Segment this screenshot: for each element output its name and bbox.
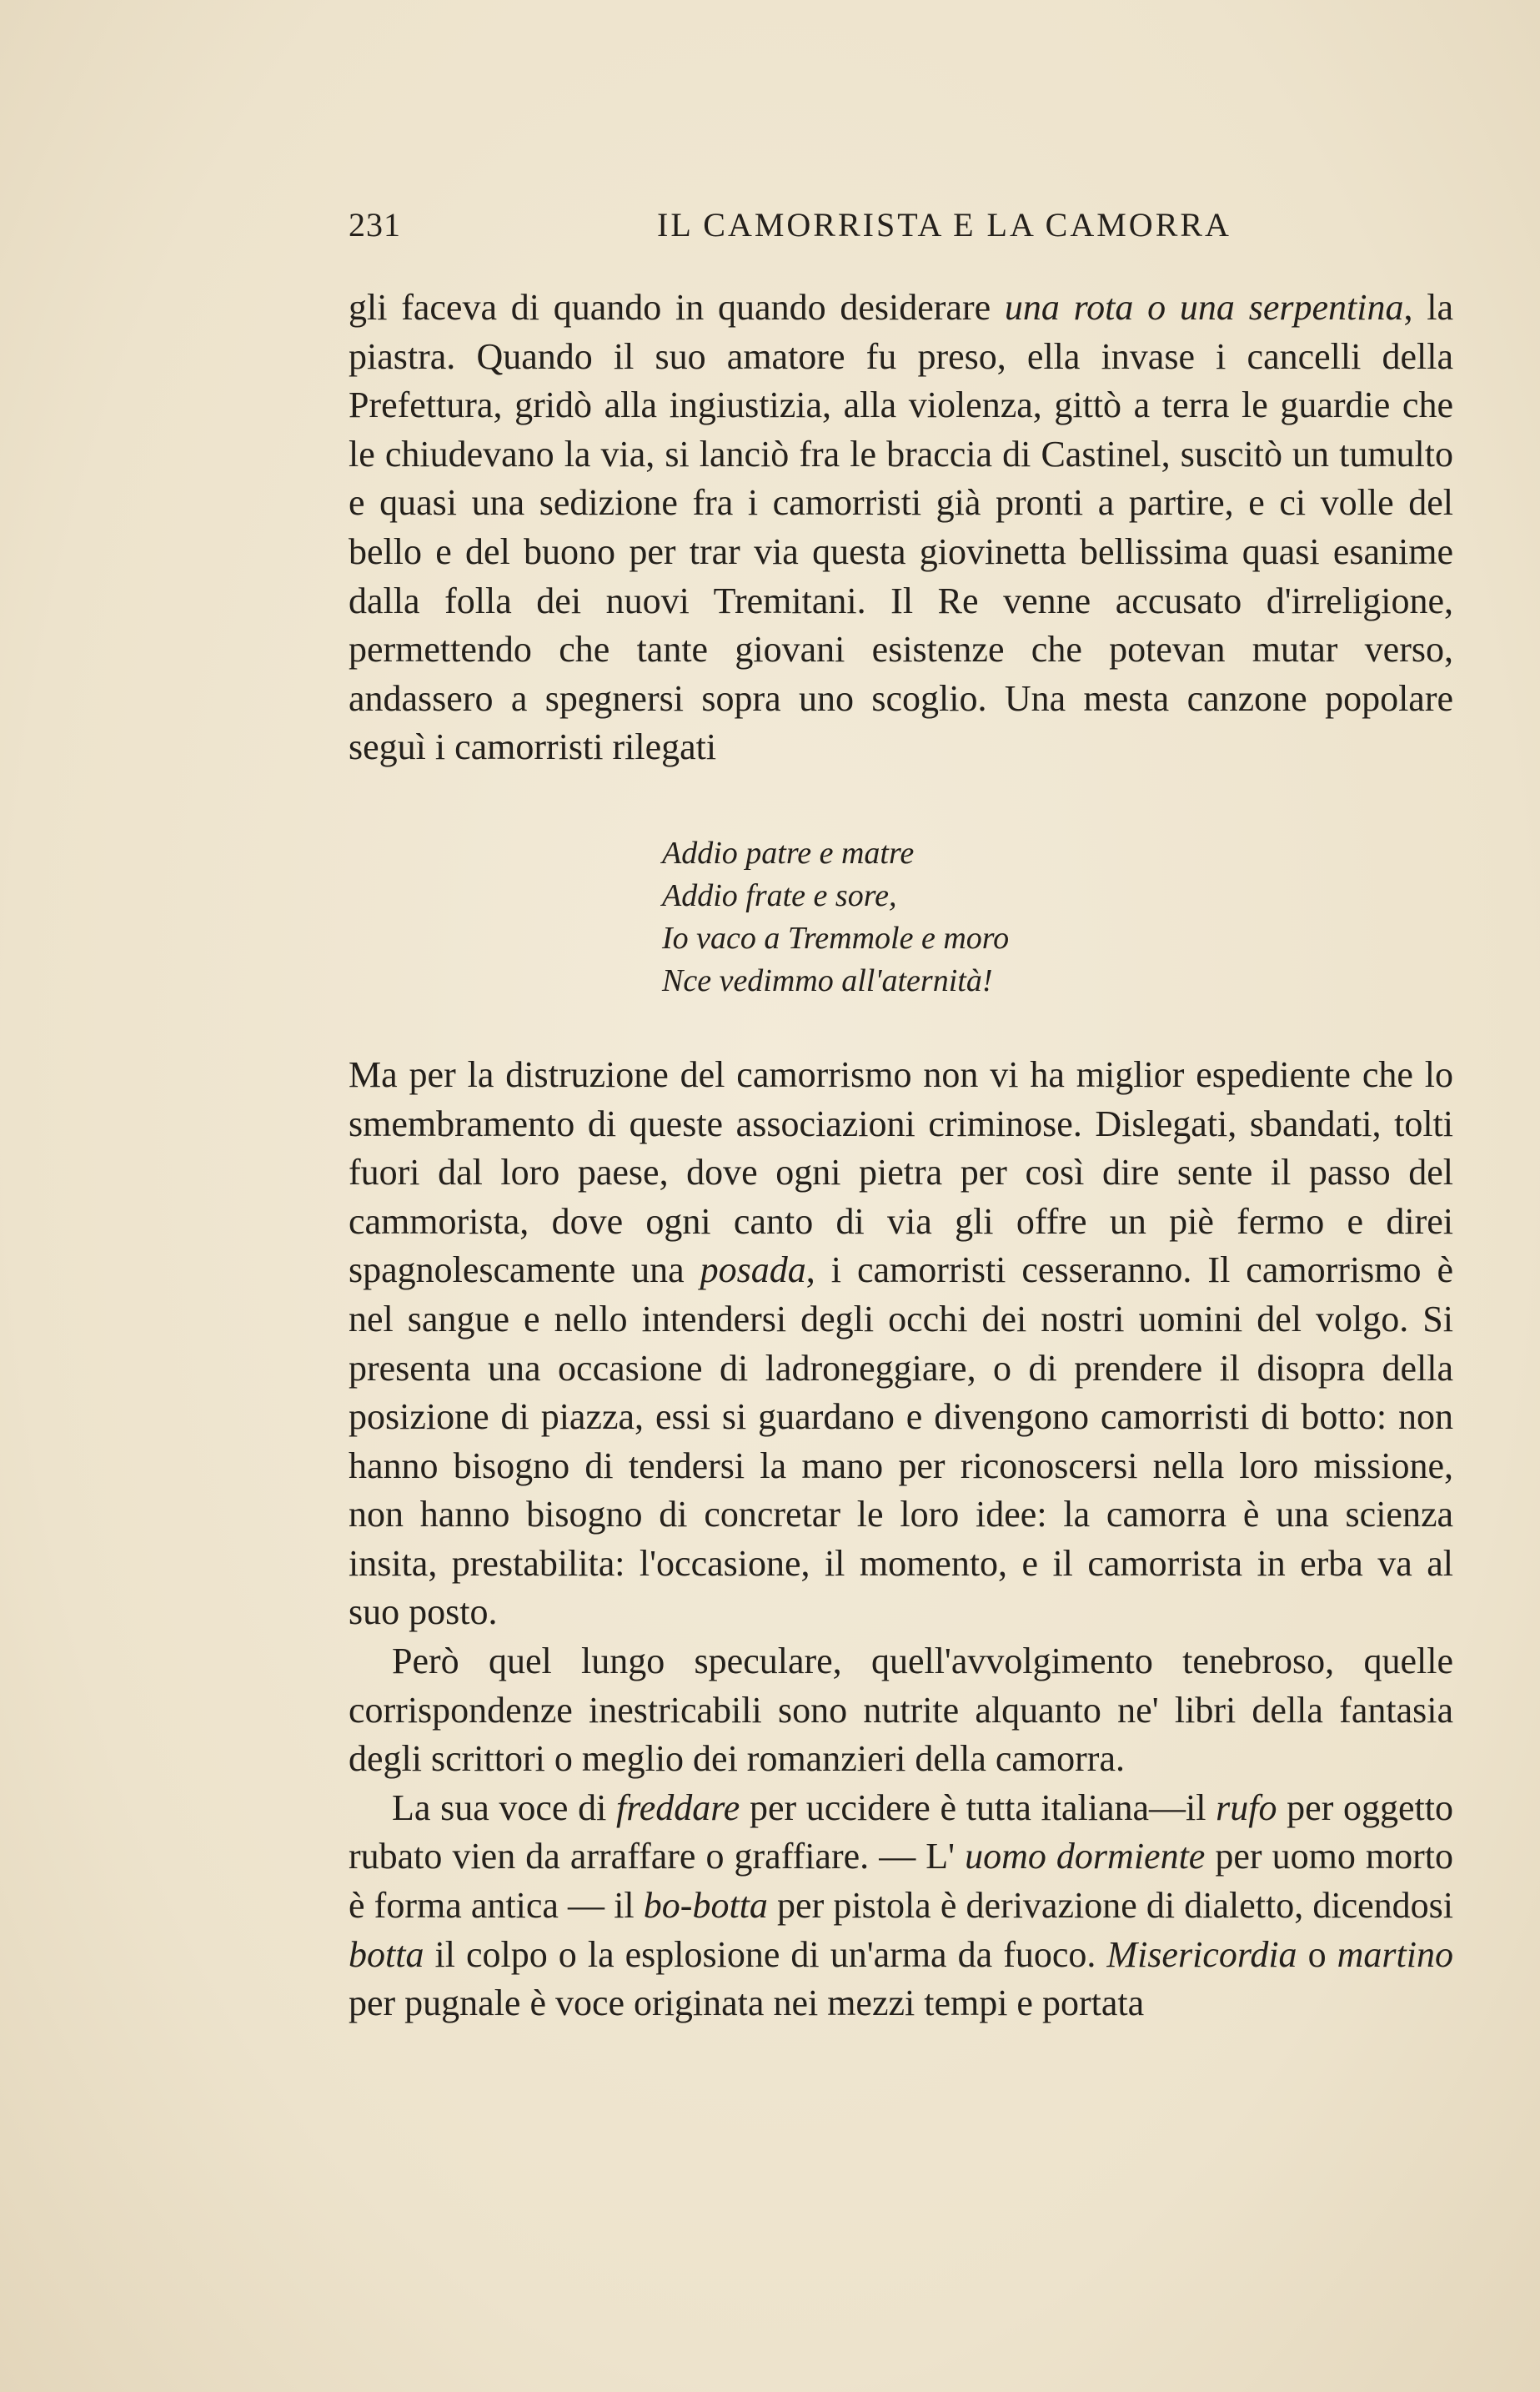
- text-run: per uccidere è tutta italiana—il: [740, 1786, 1216, 1828]
- poem-line: Nce vedimmo all'aternità!: [662, 962, 993, 998]
- italic-phrase: bo-botta: [643, 1885, 768, 1927]
- poem-line: Io vaco a Tremmole e moro: [662, 920, 1010, 956]
- text-run: o: [1297, 1933, 1337, 1975]
- page-number: 231: [349, 206, 401, 244]
- text-run: per uomo morto è forma antica — il: [349, 1836, 1453, 1927]
- poem-line: Addio frate e sore,: [662, 877, 897, 913]
- italic-phrase: una rota o una serpentina: [1004, 287, 1404, 328]
- text-run: Ma per la distruzione del camorrismo non vi ha miglior espediente che lo smembramento di queste associazioni criminose. Dislegati, sbandati, tolti fuori dal loro paese, dove ogni pietra per così dire sente il passo del cammorista, dove ogni canto di via gli offre un piè fermo e direi spagnolescamente una: [349, 1053, 1453, 1291]
- paragraph-4: [349, 1784, 1453, 2028]
- running-title: IL CAMORRISTA E LA CAMORRA: [657, 206, 1231, 244]
- text-run: per oggetto rubato vien da arraffare o graffiare. — L': [349, 1786, 1453, 1877]
- italic-phrase: uomo dormiente: [965, 1836, 1206, 1877]
- poem-line: Addio patre e matre: [662, 835, 915, 871]
- text-run: per pugnale è voce originata nei mezzi tempi e portata: [349, 1982, 1145, 2024]
- italic-phrase: rufo: [1216, 1786, 1277, 1828]
- italic-phrase: botta: [349, 1933, 424, 1975]
- text-run: , la piastra. Quando il suo amatore fu preso, ella invase i cancelli della Prefettura, gridò alla ingiustizia, alla violenza, gittò a terra le guardie che le chiudevano la via, si lanciò fra le braccia di Castinel, suscitò un tumulto e quasi una sedizione fra i camorristi già pronti a partire, e ci volle del bello e del buono per trar via questa giovinetta bellissima quasi esanime dalla folla dei nuovi Tremitani. Il Re venne accusato d'irreligione, permettendo che tante giovani esistenze che potevan mutar verso, andassero a spegnersi sopra uno scoglio. Una mesta canzone popolare seguì i camorristi rilegati: [349, 287, 1453, 768]
- text-run: , i camorristi cesseranno. Il camorrismo è nel sangue e nello intendersi degli occhi dei nostri uomini del volgo. Si presenta una occasione di ladroneggiare, o di prendere il disopra della posizione di piazza, essi si guardano e divengono camorristi di botto: non hanno bisogno di tendersi la mano per riconoscersi nella loro missione, non hanno bisogno di concretar le loro idee: la camorra è una scienza insita, prestabilita: l'occasione, il momento, e il camorrista in erba va al suo posto.: [349, 1249, 1453, 1633]
- running-header: [349, 193, 1453, 252]
- text-run: per pistola è derivazione di dialetto, dicendosi: [767, 1885, 1453, 1927]
- body-text: [349, 284, 1453, 2028]
- italic-phrase: freddare: [616, 1786, 740, 1828]
- text-run: gli faceva di quando in quando desiderare: [349, 287, 1005, 328]
- text-run: La sua voce di: [392, 1786, 617, 1828]
- poem: [662, 832, 1453, 1003]
- italic-phrase: posada: [700, 1249, 806, 1291]
- paragraph-1: [349, 284, 1453, 772]
- text-run: Però quel lungo speculare, quell'avvolgimento tenebroso, quelle corrispondenze inestricabili sono nutrite alquanto ne' libri della fantasia degli scrittori o meglio dei romanzieri della camorra.: [349, 1641, 1453, 1780]
- paragraph-3: [349, 1637, 1453, 1784]
- paragraph-2: [349, 1051, 1453, 1637]
- italic-phrase: Misericordia: [1106, 1933, 1297, 1975]
- text-run: il colpo o la esplosione di un'arma da fuoco.: [424, 1933, 1107, 1975]
- italic-phrase: martino: [1337, 1933, 1453, 1975]
